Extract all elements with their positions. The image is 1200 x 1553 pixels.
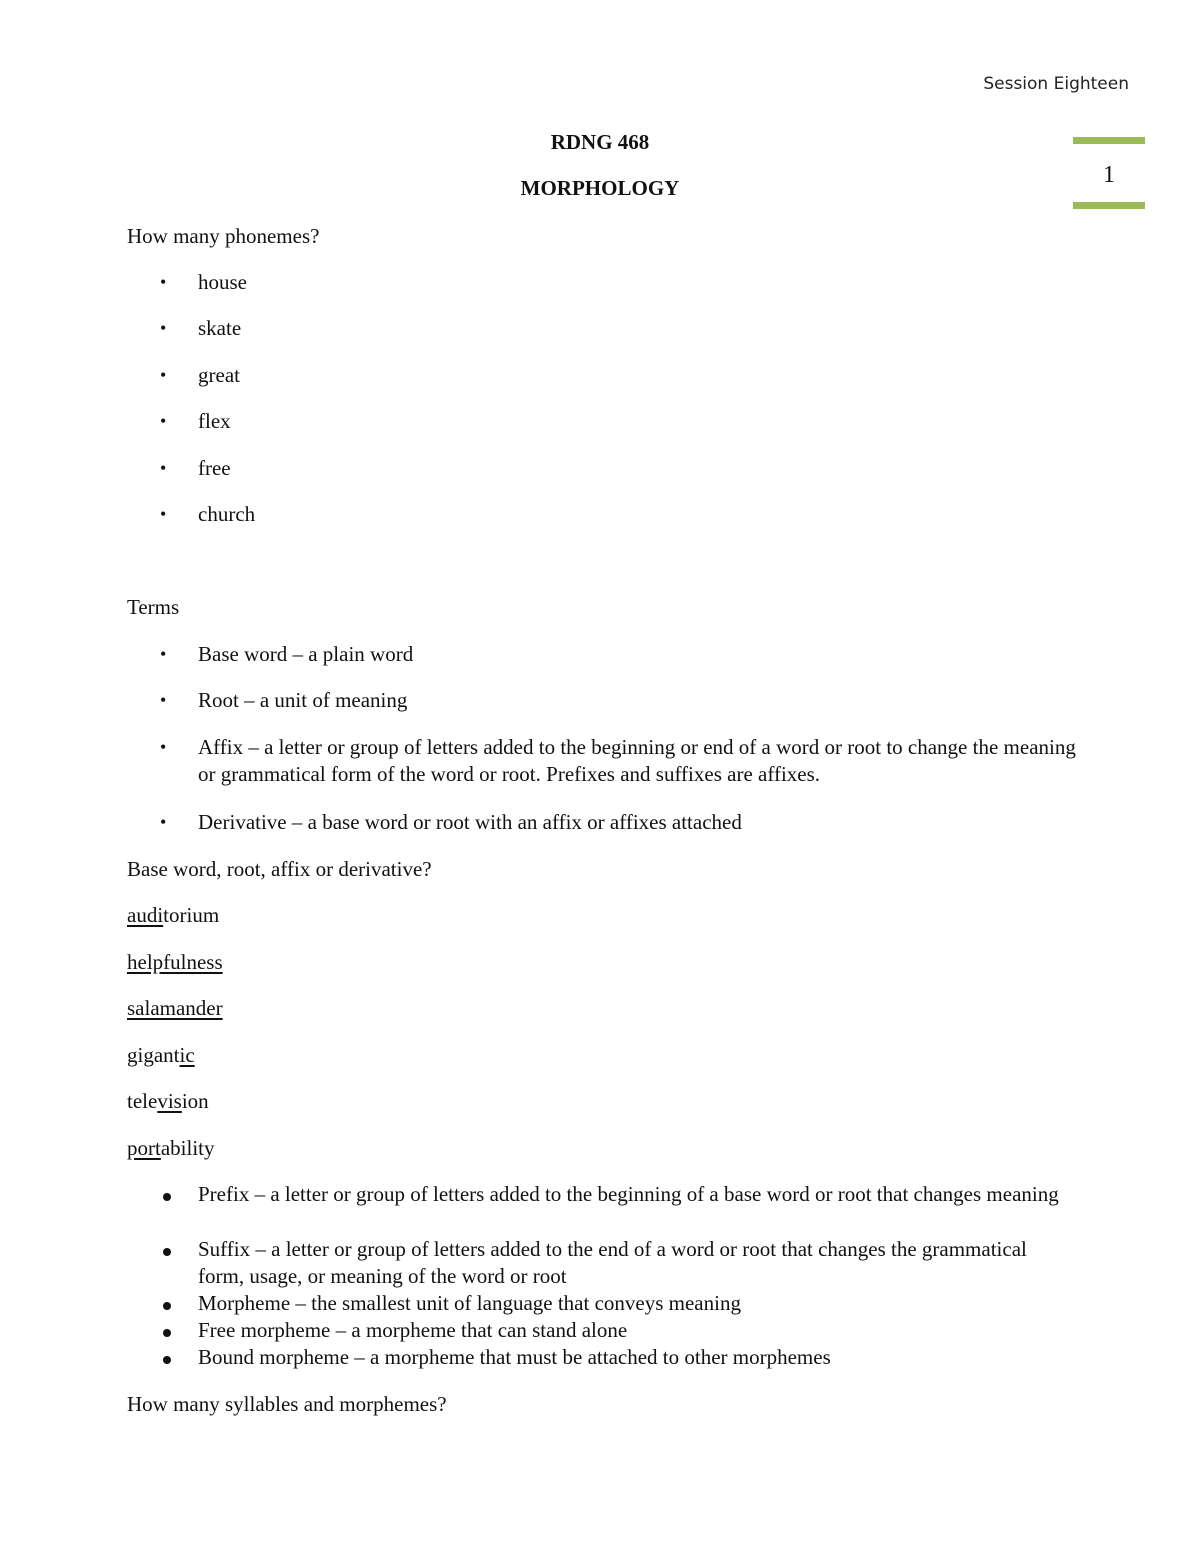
terms-heading: Terms bbox=[127, 595, 180, 619]
phoneme-word: skate bbox=[198, 316, 242, 340]
word-underlined-part: ic bbox=[179, 1043, 195, 1067]
term-text: Root – a unit of meaning bbox=[198, 688, 408, 712]
word-suffix: torium bbox=[163, 903, 220, 927]
word-prefix: tele bbox=[127, 1089, 158, 1113]
phoneme-word: flex bbox=[198, 409, 231, 433]
term-text: Derivative – a base word or root with an affix or affixes attached bbox=[198, 810, 742, 834]
word-underlined-part: vis bbox=[157, 1089, 182, 1113]
bullet-icon: • bbox=[160, 458, 167, 478]
classify-word bbox=[127, 949, 223, 976]
bullet-icon: • bbox=[160, 812, 167, 832]
phoneme-word: church bbox=[198, 502, 256, 526]
word-underlined-part: salamander bbox=[127, 996, 223, 1020]
solid-bullet-icon bbox=[163, 1248, 171, 1256]
bullet-icon: • bbox=[160, 318, 167, 338]
bullet-icon: • bbox=[160, 411, 167, 431]
bullet-icon: • bbox=[160, 690, 167, 710]
definition-text: Suffix – a letter or group of letters added to the end of a word or root that changes the grammatical form, usage, or meaning of the word or root bbox=[198, 1237, 1027, 1288]
bullet-icon: • bbox=[160, 504, 167, 524]
definition-text: Morpheme – the smallest unit of language that conveys meaning bbox=[198, 1291, 741, 1315]
definition-text: Prefix – a letter or group of letters added to the beginning of a base word or root that changes meaning bbox=[198, 1182, 1059, 1206]
bullet-icon: • bbox=[160, 365, 167, 385]
word-underlined-part: port bbox=[127, 1136, 161, 1160]
course-title: RDNG 468 bbox=[550, 130, 650, 154]
bullet-icon: • bbox=[160, 737, 167, 757]
classify-word bbox=[127, 1042, 195, 1069]
final-question: How many syllables and morphemes? bbox=[127, 1392, 447, 1416]
page-number: 1 bbox=[1103, 162, 1115, 188]
phoneme-word: free bbox=[198, 456, 231, 480]
definition-text: Free morpheme – a morpheme that can stand alone bbox=[198, 1318, 628, 1342]
term-text: Base word – a plain word bbox=[198, 642, 414, 666]
bullet-icon: • bbox=[160, 644, 167, 664]
classify-question: Base word, root, affix or derivative? bbox=[127, 857, 432, 881]
classify-word bbox=[127, 1135, 215, 1162]
phoneme-word: great bbox=[198, 363, 240, 387]
term-text: Affix – a letter or group of letters added to the beginning or end of a word or root to change the meaning or grammatical form of the word or root. Prefixes and suffixes are affixes. bbox=[198, 735, 1076, 786]
solid-bullet-icon bbox=[163, 1329, 171, 1337]
word-underlined-part: audi bbox=[127, 903, 164, 927]
classify-word bbox=[127, 1088, 209, 1115]
solid-bullet-icon bbox=[163, 1193, 171, 1201]
session-label: Session Eighteen bbox=[983, 74, 1129, 94]
word-suffix: ability bbox=[160, 1136, 215, 1160]
phonemes-question: How many phonemes? bbox=[127, 224, 320, 248]
classify-word bbox=[127, 902, 219, 929]
bullet-icon: • bbox=[160, 272, 167, 292]
accent-bar-bottom bbox=[1073, 202, 1145, 209]
word-prefix: gigant bbox=[127, 1043, 180, 1067]
word-underlined-part: helpfulness bbox=[127, 950, 223, 974]
classify-word bbox=[127, 995, 223, 1022]
solid-bullet-icon bbox=[163, 1356, 171, 1364]
solid-bullet-icon bbox=[163, 1302, 171, 1310]
topic-title: MORPHOLOGY bbox=[520, 176, 680, 200]
word-suffix: ion bbox=[181, 1089, 209, 1113]
definition-text: Bound morpheme – a morpheme that must be attached to other morphemes bbox=[198, 1345, 831, 1369]
phoneme-word: house bbox=[198, 270, 247, 294]
